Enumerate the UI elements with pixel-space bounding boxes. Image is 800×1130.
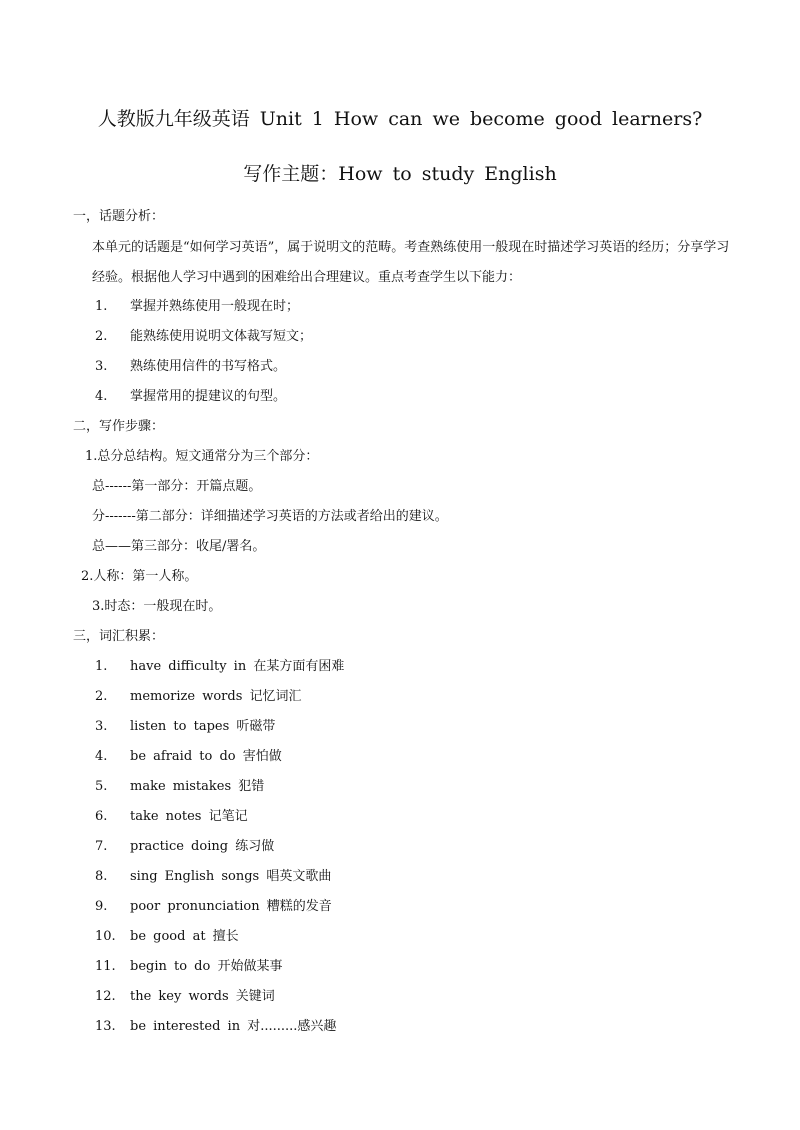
vocab-text: be interested in 对.........感兴趣 xyxy=(130,1019,337,1034)
list-text: 掌握并熟练使用一般现在时； xyxy=(130,299,300,314)
vocab-text: the key words 关键词 xyxy=(130,989,275,1004)
list-number: 13. xyxy=(95,1019,116,1034)
document-subtitle: 写作主题：How to study English xyxy=(243,163,557,185)
list-number: 10. xyxy=(95,929,116,944)
vocab-text: memorize words 记忆词汇 xyxy=(130,689,302,704)
section1-heading: 一，话题分析： xyxy=(73,209,165,224)
section2-line: 总------第一部分：开篇点题。 xyxy=(92,479,262,494)
section1-intro: 本单元的话题是“如何学习英语”，属于说明文的范畴。考查熟练使用一般现在时描述学习英语的经历；分享学习经验。根据他人学习中遇到的困难给出合理建议。重点考查学生以下能力： xyxy=(92,240,730,285)
vocab-text: be afraid to do 害怕做 xyxy=(130,749,282,764)
vocab-text: listen to tapes 听磁带 xyxy=(130,719,276,734)
list-number: 4. xyxy=(95,749,108,764)
list-number: 3. xyxy=(95,359,108,374)
section2-line: 1.总分总结构。短文通常分为三个部分： xyxy=(85,449,319,464)
list-text: 掌握常用的提建议的句型。 xyxy=(130,389,287,404)
list-number: 8. xyxy=(95,869,108,884)
list-number: 7. xyxy=(95,839,108,854)
section2-line: 3.时态：一般现在时。 xyxy=(92,599,222,614)
list-number: 2. xyxy=(95,329,108,344)
vocab-text: have difficulty in 在某方面有困难 xyxy=(130,659,345,674)
vocab-text: poor pronunciation 糟糕的发音 xyxy=(130,899,332,914)
list-text: 能熟练使用说明文体裁写短文； xyxy=(130,329,313,344)
list-number: 1. xyxy=(95,299,108,314)
section3-heading: 三，词汇积累： xyxy=(73,629,165,644)
vocab-text: take notes 记笔记 xyxy=(130,809,248,824)
list-number: 11. xyxy=(95,959,116,974)
document-title: 人教版九年级英语 Unit 1 How can we become good learners? xyxy=(97,108,703,130)
vocab-text: practice doing 练习做 xyxy=(130,839,275,854)
list-number: 6. xyxy=(95,809,108,824)
section2-line: 分-------第二部分：详细描述学习英语的方法或者给出的建议。 xyxy=(92,509,448,524)
section2-line: 2.人称：第一人称。 xyxy=(81,569,198,584)
section2-line: 总——第三部分：收尾/署名。 xyxy=(92,539,266,554)
vocab-text: be good at 擅长 xyxy=(130,929,239,944)
section2-heading: 二，写作步骤： xyxy=(73,419,165,434)
list-number: 9. xyxy=(95,899,108,914)
list-number: 3. xyxy=(95,719,108,734)
vocab-text: sing English songs 唱英文歌曲 xyxy=(130,869,332,884)
list-number: 2. xyxy=(95,689,108,704)
list-number: 4. xyxy=(95,389,108,404)
vocab-text: begin to do 开始做某事 xyxy=(130,959,283,974)
list-number: 5. xyxy=(95,779,108,794)
list-number: 12. xyxy=(95,989,116,1004)
list-number: 1. xyxy=(95,659,108,674)
vocab-text: make mistakes 犯错 xyxy=(130,779,265,794)
list-text: 熟练使用信件的书写格式。 xyxy=(130,359,287,374)
